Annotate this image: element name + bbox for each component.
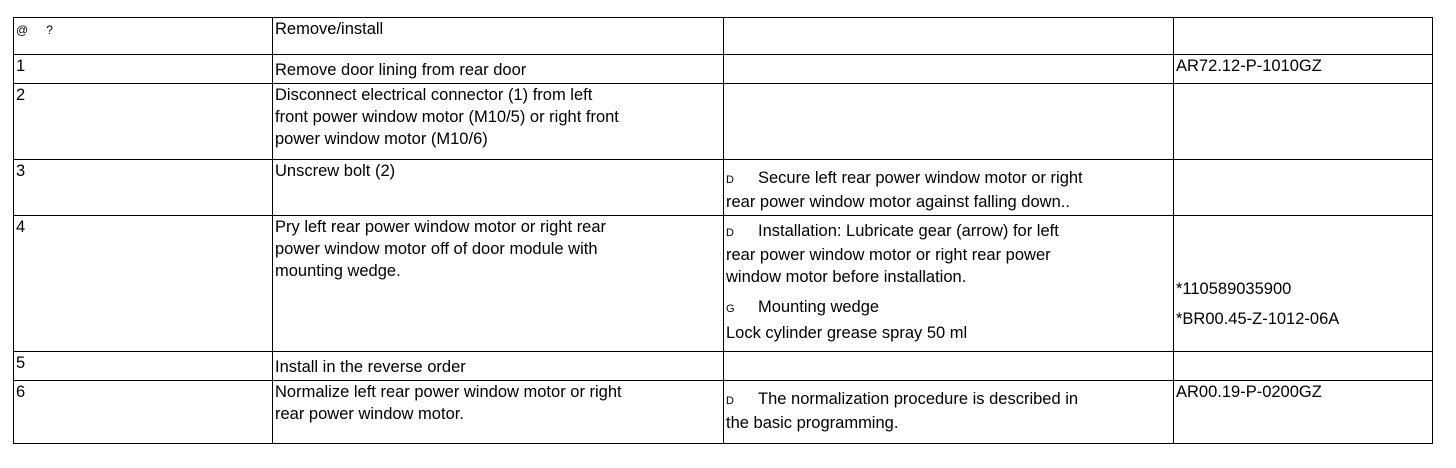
step-notes xyxy=(724,352,1174,381)
table-row xyxy=(14,160,1433,216)
header-notes-cell xyxy=(724,18,1174,55)
step-reference xyxy=(1174,216,1433,352)
note-marker-icon: D xyxy=(726,174,734,186)
step-reference[interactable] xyxy=(1174,381,1433,444)
step-action: Unscrew bolt (2) xyxy=(273,160,724,216)
reference-link[interactable]: AR00.19-P-0200GZ xyxy=(1176,383,1322,401)
table-header-row xyxy=(14,18,1433,55)
step-notes xyxy=(724,84,1174,160)
step-number: 2 xyxy=(14,84,273,160)
table-row xyxy=(14,84,1433,160)
step-reference xyxy=(1174,352,1433,381)
table-row xyxy=(14,381,1433,444)
step-action: Normalize left rear power window motor or right rear power window motor. xyxy=(273,381,724,444)
step-notes: D Installation: Lubricate gear (arrow) for left rear power window motor or right rear power window motor before installation. G Mounting wedge Lock cylinder grease spray 50 ml xyxy=(724,216,1174,352)
procedure-table xyxy=(13,17,1433,444)
operation-title: Remove/install xyxy=(275,20,384,38)
note-marker-icon: D xyxy=(726,227,734,239)
step-number: 1 xyxy=(14,55,273,84)
step-notes: D The normalization procedure is described in the basic programming. xyxy=(724,381,1174,444)
step-number: 3 xyxy=(14,160,273,216)
step-number: 6 xyxy=(14,381,273,444)
note-marker-icon: D xyxy=(726,395,734,407)
step-reference xyxy=(1174,160,1433,216)
step-number: 4 xyxy=(14,216,273,352)
step-action: Pry left rear power window motor or right rear power window motor off of door module with mounting wedge. xyxy=(273,216,724,352)
table-row xyxy=(14,352,1433,381)
step-number: 5 xyxy=(14,352,273,381)
step-notes: D Secure left rear power window motor or right rear power window motor against falling down.. xyxy=(724,160,1174,216)
step-notes xyxy=(724,55,1174,84)
at-symbol: @ xyxy=(16,23,29,37)
part-number-link[interactable]: *110589035900 xyxy=(1176,280,1292,298)
table-row xyxy=(14,216,1433,352)
header-operation-cell xyxy=(273,18,724,55)
step-reference xyxy=(1174,84,1433,160)
header-symbols-cell xyxy=(14,18,273,55)
step-action: Remove door lining from rear door xyxy=(273,55,724,84)
material-reference-link[interactable]: *BR00.45-Z-1012-06A xyxy=(1176,310,1340,328)
reference-link[interactable]: AR72.12-P-1010GZ xyxy=(1176,57,1322,75)
step-action: Disconnect electrical connector (1) from left front power window motor (M10/5) or right front power window motor (M10/6) xyxy=(273,84,724,160)
step-action: Install in the reverse order xyxy=(273,352,724,381)
table-row xyxy=(14,55,1433,84)
step-reference[interactable] xyxy=(1174,55,1433,84)
tool-marker-icon: G xyxy=(726,303,735,315)
question-symbol: ? xyxy=(46,23,53,37)
header-refs-cell xyxy=(1174,18,1433,55)
